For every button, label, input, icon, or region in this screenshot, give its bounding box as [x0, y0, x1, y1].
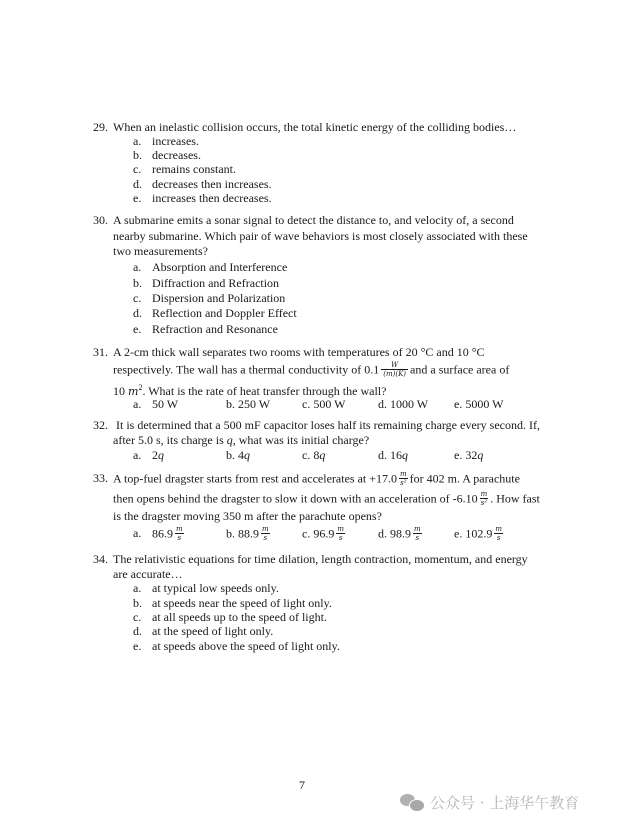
- option-text: increases then decreases.: [152, 191, 272, 205]
- option-b: b. 88.9 $\frac{m}{s}$: [226, 525, 269, 542]
- option-letter: a.: [133, 581, 142, 595]
- option-text: at the speed of light only.: [152, 624, 274, 638]
- wechat-icon: [400, 794, 424, 812]
- option-c: c. 500 W: [302, 397, 346, 411]
- option-text: decreases.: [152, 148, 201, 162]
- option-letter: b.: [133, 596, 142, 610]
- question-number: 32.: [93, 418, 108, 432]
- option-text: Dispersion and Polarization: [152, 291, 286, 305]
- accel-unit-fraction: $\frac{m}{\text{s²}}$: [480, 490, 488, 507]
- option-letter: d.: [133, 306, 142, 320]
- question-stem: It is determined that a 500 mF capacitor loses half its remaining charge every second. If,: [116, 418, 540, 432]
- option-letter: b.: [133, 148, 142, 162]
- option-d: d. 1000 W: [378, 397, 429, 411]
- option-text: at speeds above the speed of light only.: [152, 639, 340, 653]
- option-text: at speeds near the speed of light only.: [152, 596, 332, 610]
- question-stem: nearby submarine. Which pair of wave behaviors is most closely associated with these: [113, 229, 528, 243]
- option-letter: a.: [133, 260, 142, 274]
- question-stem: two measurements?: [113, 244, 208, 258]
- option-letter: c.: [133, 162, 142, 176]
- question-stem-line-2: respectively. The wall has a thermal conductivity of 0.1 $\frac{W}{(m)(K)}$ and a surface area of: [113, 361, 510, 378]
- option-text: decreases then increases.: [152, 177, 272, 191]
- option-letter: a.: [133, 397, 142, 411]
- option-letter: e.: [133, 191, 142, 205]
- question-stem: A submarine emits a sonar signal to detect the distance to, and velocity of, a second: [113, 213, 514, 227]
- question-number: 29.: [93, 120, 108, 134]
- option-letter: b.: [133, 276, 142, 290]
- question-stem-line-3: 10 $m^2$. What is the rate of heat transfer through the wall?: [113, 383, 387, 398]
- question-stem: are accurate…: [113, 567, 183, 581]
- option-text: 86.9 $\frac{m}{s}$: [152, 525, 183, 542]
- watermark: [400, 792, 579, 813]
- option-text: at typical low speeds only.: [152, 581, 279, 595]
- question-number: 31.: [93, 345, 108, 359]
- option-letter: e.: [133, 322, 142, 336]
- option-letter: a.: [133, 526, 142, 540]
- option-letter: d.: [133, 177, 142, 191]
- question-stem: The relativistic equations for time dilation, length contraction, momentum, and energy: [113, 552, 528, 566]
- option-text: increases.: [152, 134, 199, 148]
- conductivity-unit-fraction: $\frac{W}{(m)(K)}$: [383, 361, 407, 378]
- question-number: 33.: [93, 471, 108, 485]
- option-c: c. 8q: [302, 448, 326, 462]
- watermark-text: 公众号 · 上海华午教育: [430, 794, 580, 812]
- question-stem: A 2-cm thick wall separates two rooms with temperatures of 20 °C and 10 °C: [113, 345, 485, 359]
- option-letter: a.: [133, 448, 142, 462]
- option-letter: e.: [133, 639, 142, 653]
- option-text: 50 W: [152, 397, 179, 411]
- question-number: 30.: [93, 213, 108, 227]
- option-c: c. 96.9 $\frac{m}{s}$: [302, 525, 344, 542]
- question-stem-line-1: A top-fuel dragster starts from rest and accelerates at +17.0 $\frac{m}{\text{s²}}$ for 402 m. A parachute: [113, 470, 520, 487]
- question-stem-line-2: then opens behind the dragster to slow it down with an acceleration of -6.10 $\frac{m}{\text{s²}}$ . How fast: [113, 490, 540, 507]
- question-stem: is the dragster moving 350 m after the parachute opens?: [113, 509, 382, 523]
- option-text: remains constant.: [152, 162, 236, 176]
- option-text: Absorption and Interference: [152, 260, 288, 274]
- option-b: b. 250 W: [226, 397, 271, 411]
- option-d: d. 98.9 $\frac{m}{s}$: [378, 525, 421, 542]
- option-text: 2q: [152, 448, 164, 462]
- option-text: Refraction and Resonance: [152, 322, 278, 336]
- option-e: e. 102.9 $\frac{m}{s}$: [454, 525, 502, 542]
- option-text: at all speeds up to the speed of light.: [152, 610, 327, 624]
- option-d: d. 16q: [378, 448, 408, 462]
- option-e: e. 32q: [454, 448, 484, 462]
- accel-unit-fraction: $\frac{m}{\text{s²}}$: [400, 470, 407, 487]
- page-number: 7: [299, 778, 305, 792]
- question-stem-line-2: after 5.0 s, its charge is q, what was its initial charge?: [113, 433, 370, 447]
- option-e: e. 5000 W: [454, 397, 504, 411]
- question-number: 34.: [93, 552, 108, 566]
- option-text: Reflection and Doppler Effect: [152, 306, 297, 320]
- option-letter: a.: [133, 134, 142, 148]
- option-letter: c.: [133, 291, 142, 305]
- option-letter: c.: [133, 610, 142, 624]
- question-stem: When an inelastic collision occurs, the total kinetic energy of the colliding bodies…: [113, 120, 517, 134]
- option-text: Diffraction and Refraction: [152, 276, 280, 290]
- option-letter: d.: [133, 624, 142, 638]
- option-b: b. 4q: [226, 448, 250, 462]
